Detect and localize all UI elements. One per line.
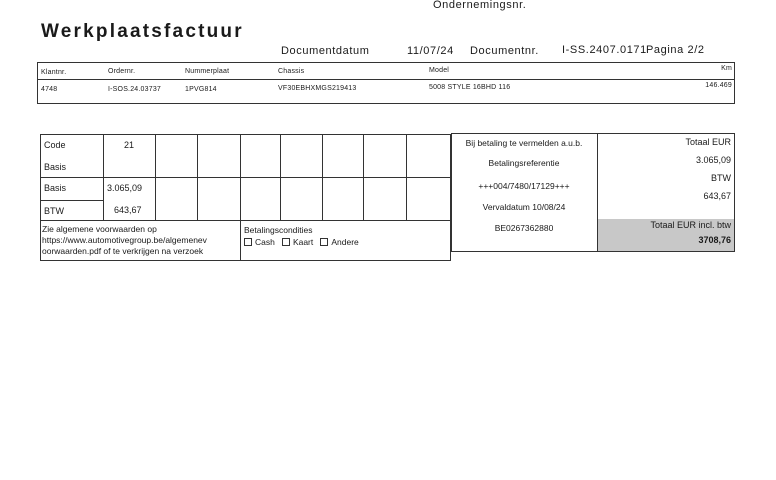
km-value: 146.469 [705, 82, 732, 89]
kaart-option[interactable] [282, 237, 313, 247]
basis-label: Basis [44, 162, 67, 172]
terms-line: Zie algemene voorwaarden op [42, 224, 157, 234]
totaal-eur-value: 3.065,09 [695, 155, 731, 165]
chassis-header: Chassis [278, 68, 305, 75]
cash-label: Cash [255, 237, 275, 247]
code-value: 21 [124, 140, 135, 150]
vehicle-table-divider [37, 79, 735, 80]
vat-grid-line [40, 220, 451, 221]
model-value: 5008 STYLE 16BHD 116 [429, 84, 511, 91]
payment-instruction: Bij betaling te vermelden a.u.b. [465, 138, 583, 148]
due-date: Vervaldatum 10/08/24 [482, 202, 566, 212]
nummerplaat-header: Nummerplaat [185, 68, 230, 75]
klantnr-header: Klantnr. [41, 69, 67, 76]
andere-label: Andere [331, 237, 359, 247]
terms-line: oorwaarden.pdf of te verkrijgen na verzoek [42, 246, 204, 256]
btw-label: BTW [44, 206, 64, 216]
ordernr-header: Ordernr. [108, 68, 136, 75]
ordernr-value: I-SOS.24.03737 [108, 86, 161, 93]
klantnr-value: 4748 [41, 86, 58, 93]
code-label: Code [44, 140, 66, 150]
vehicle-info-table [37, 62, 735, 104]
document-title: Werkplaatsfactuur [41, 21, 244, 42]
checkbox-icon [320, 238, 328, 246]
grand-total-label: Totaal EUR incl. btw [650, 220, 731, 230]
btw-value: 643,67 [114, 205, 142, 215]
nummerplaat-value: 1PVG814 [185, 86, 217, 93]
documentdatum-label: Documentdatum [281, 45, 370, 57]
documentdatum-value: 11/07/24 [407, 45, 454, 57]
documentnr-value: I-SS.2407.0171 [562, 44, 647, 56]
documentnr-label: Documentnr. [470, 45, 539, 57]
cash-option[interactable] [244, 237, 275, 247]
km-header: Km [721, 65, 732, 72]
basis-label: Basis [44, 183, 67, 193]
payment-reference-label: Betalingsreferentie [488, 158, 560, 168]
kaart-label: Kaart [292, 237, 314, 247]
vat-grid-line [40, 200, 103, 201]
checkbox-icon [244, 238, 252, 246]
payment-conditions-label: Betalingscondities [244, 225, 313, 235]
basis-value: 3.065,09 [107, 183, 143, 193]
terms-text [42, 224, 207, 257]
totaal-eur-label: Totaal EUR [685, 137, 731, 147]
payment-reference: +++004/7480/17129+++ [478, 181, 570, 191]
chassis-value: VF30EBHXMGS219413 [278, 85, 357, 92]
vat-grid-line [240, 134, 241, 261]
vat-number: BE0267362880 [494, 223, 554, 233]
totals-btw-value: 643,67 [703, 191, 731, 201]
grand-total-value: 3708,76 [698, 235, 731, 245]
payment-conditions [244, 224, 359, 248]
page-number: Pagina 2/2 [646, 44, 705, 56]
andere-option[interactable] [320, 237, 358, 247]
vat-grid-line [40, 177, 451, 178]
checkbox-icon [282, 238, 290, 246]
model-header: Model [429, 67, 450, 74]
terms-link: https://www.automotivegroup.be/algemenev [42, 235, 207, 245]
ondernemingsnr-label: Ondernemingsnr. [433, 0, 527, 11]
totals-btw-label: BTW [711, 173, 731, 183]
